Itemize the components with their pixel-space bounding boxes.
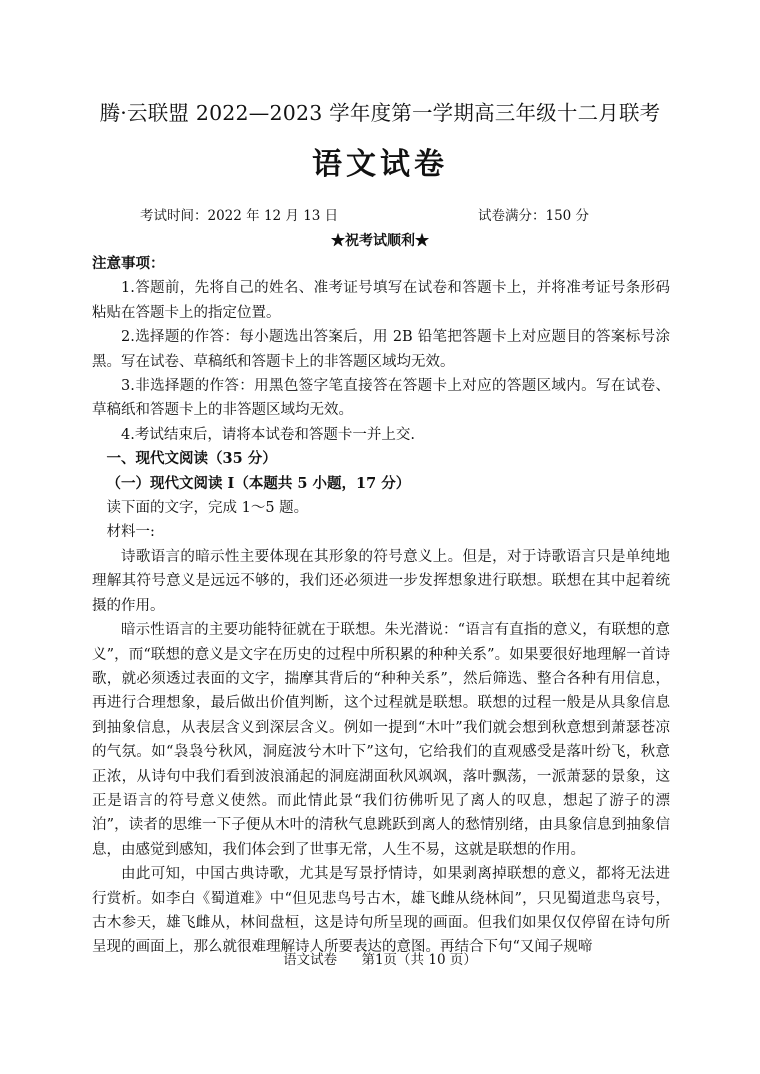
footer-subject: 语文试卷 — [283, 952, 338, 968]
article-paragraph: 由此可知，中国古典诗歌，尤其是写景抒情诗，如果剥离掉联想的意义，都将无法进行赏析。如李白《蜀道难》中“但见悲鸟号古木，雄飞雌从绕林间”，只见蜀道悲鸟哀号，古木参天，雄飞雌从，林间盘桓，这是诗句所呈现的画面。但我们如果仅仅停留在诗句所呈现的画面上，那么就很难理解诗人所要表达的意图。再结合下句“又闻子规啼 — [92, 866, 670, 956]
notice-heading: 注意事项： — [92, 255, 165, 272]
page-body — [92, 252, 670, 960]
page-footer — [0, 948, 760, 968]
subject-title: 语文试卷 — [312, 147, 448, 182]
article-paragraph: 诗歌语言的暗示性主要体现在其形象的符号意义上。但是，对于诗歌语言只是单纯地理解其符号意义是远远不够的，我们还必须进一步发挥想象进行联想。联想在其中起着统摄的作用。 — [92, 548, 670, 614]
section-heading: 一、现代文阅读（35 分） — [106, 450, 277, 468]
notice-item: 2.选择题的作答：每小题选出答案后，用 2B 铅笔把答题卡上对应题目的答案标号涂黑。写在试卷、草稿纸和答题卡上的非答题区域均无效。 — [92, 329, 670, 370]
notice-item: 4.考试结束后，请将本试卷和答题卡一并上交. — [121, 426, 415, 443]
notice-item: 1.答题前，先将自己的姓名、准考证号填写在试卷和答题卡上，并将准考证号条形码粘贴在答题卡上的指定位置。 — [92, 280, 670, 321]
material-label: 材料一: — [106, 524, 155, 541]
full-score: 试卷满分：150 分 — [478, 208, 590, 224]
notice-item: 3.非选择题的作答：用黑色签字笔直接答在答题卡上对应的答题区域内。写在试卷、草稿纸和答题卡上的非答题区域均无效。 — [92, 378, 670, 419]
section-instruction: 读下面的文字，完成 1～5 题。 — [106, 500, 309, 517]
article-paragraph: 暗示性语言的主要功能特征就在于联想。朱光潜说：“语言有直指的意义，有联想的意义”，而“联想的意义是文字在历史的过程中所积累的种种关系”。如果要很好地理解一首诗歌，就必须透过表面的文字，揣摩其背后的“种种关系”，然后筛选、整合各种有用信息，再进行合理想象，最后做出价值判断，这个过程就是联想。联想的过程一般是从具象信息到抽象信息，从表层含义到深层含义。例如一提到“木叶”我们就会想到秋意想到萧瑟苍凉的气氛。如“袅袅兮秋风，洞庭波兮木叶下”这句，它给我们的直观感受是落叶纷飞，秋意正浓，从诗句中我们看到波浪涌起的洞庭湖面秋风飒飒，落叶飘荡，一派萧瑟的景象，这正是语言的符号意义使然。而此情此景“我们彷佛听见了离人的叹息，想起了游子的漂泊”，读者的思维一下子便从木叶的清秋气息跳跃到离人的愁情别绪，由具象信息到抽象信息，由感觉到感知，我们体会到了世事无常，人生不易，这就是联想的作用。 — [92, 622, 670, 858]
exam-time: 考试时间：2022 年 12 月 13 日 — [140, 208, 339, 224]
footer-page-number: 第1页（共 10 页） — [361, 952, 477, 968]
exam-title: 腾·云联盟 2022—2023 学年度第一学期高三年级十二月联考 — [99, 101, 661, 125]
section-subheading: （一）现代文阅读 I（本题共 5 小题，17 分） — [106, 474, 411, 492]
blessing-line: ★祝考试顺利★ — [331, 233, 429, 249]
